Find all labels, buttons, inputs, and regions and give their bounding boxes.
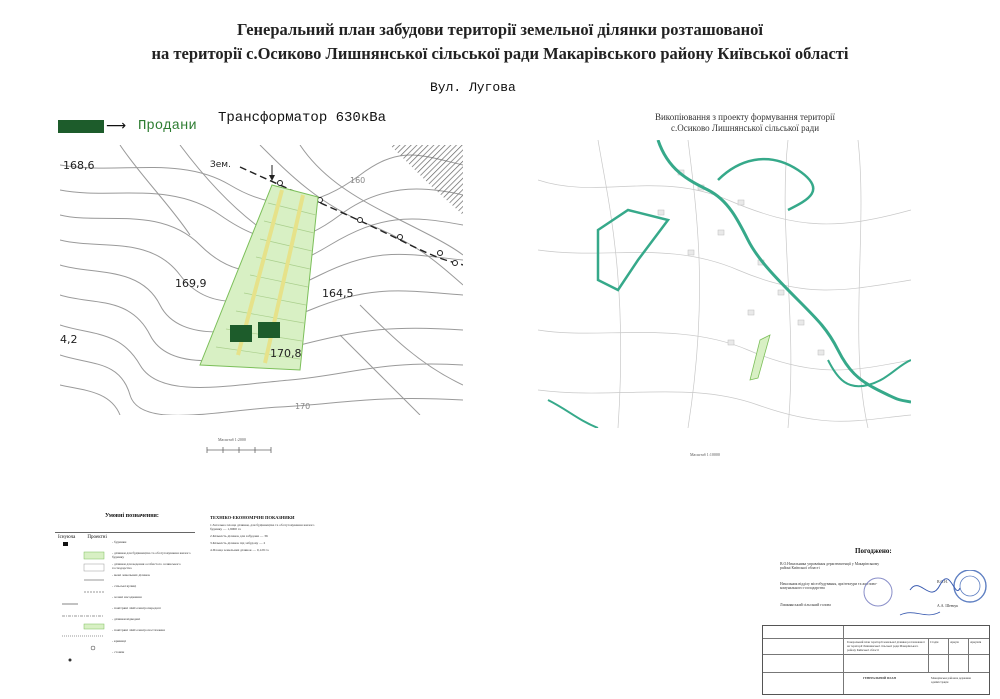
page-title-line-2: на території с.Осиково Лишнянської сільської ради Макарівського району Київської області xyxy=(151,44,849,63)
signature-name: А.А. Шевчук xyxy=(937,604,959,608)
village-plan-map[interactable] xyxy=(538,140,911,428)
legend-item: - криниці xyxy=(112,639,126,643)
drawing-title-block xyxy=(762,625,990,695)
technical-indicator-row: 1.Загальна площа ділянки, для будівництва та обслуговування жилого будинку — 1,9000 га xyxy=(210,523,315,531)
legend-item: - межі земельних ділянок xyxy=(112,573,150,577)
technical-indicator-row: 4.Площа земельних ділянок — 0,129 га xyxy=(210,548,269,552)
left-map-scale: Масштаб 1:2000 xyxy=(218,437,246,442)
arrow-right-icon: ⟶ xyxy=(106,118,127,134)
left-map-scalebar xyxy=(205,446,275,454)
technical-indicators xyxy=(210,515,325,552)
approval-line: В.О.Начальника управління держземагенції у Макарівському районі Київської області xyxy=(780,562,880,570)
legend-item: - сільські вулиці xyxy=(112,584,137,588)
technical-indicator-row: 2.Кількість ділянок для забудови — 36 xyxy=(210,534,268,538)
contour-label: 170 xyxy=(295,402,311,411)
technical-indicator-row: 3.Кількість ділянок під забудову — 2 xyxy=(210,541,266,545)
title-block-org: Макарівська районна державна адміністрація xyxy=(931,676,972,684)
legend-item: - ділянки для будівництва та обслуговування жилого будинку xyxy=(112,551,191,559)
elevation-label: 168,6 xyxy=(63,159,95,172)
legend-title: Умовні позначення: xyxy=(105,513,159,519)
right-map-caption-line-2: с.Осиково Лишнянської сільської ради xyxy=(670,123,820,133)
title-block-doc: ГЕНЕРАЛЬНИЙ ПЛАН xyxy=(863,676,896,680)
topographic-map-canvas xyxy=(60,145,463,415)
legend-item: - зелені насадження xyxy=(112,595,142,599)
title-block-sheet: Аркуш xyxy=(950,640,959,644)
title-block-sheets: Аркушів xyxy=(970,640,982,644)
legend-item: - ділянки відведені xyxy=(112,617,141,621)
sold-legend-swatch xyxy=(58,120,104,133)
place-label: Зем. xyxy=(210,160,231,170)
legend-symbols xyxy=(58,540,108,670)
approval-line: Лишнянський сільський голова xyxy=(780,603,831,607)
village-plan-canvas xyxy=(538,140,911,428)
contour-label: 160 xyxy=(350,176,366,185)
sold-legend-label: Продани xyxy=(138,118,197,134)
elevation-label: 164,5 xyxy=(322,287,354,300)
approval-title: Погоджено: xyxy=(855,547,892,555)
topographic-map[interactable] xyxy=(60,145,463,415)
right-map-caption-line-1: Викопіювання з проекту формування території xyxy=(654,112,836,122)
elevation-label: 170,8 xyxy=(270,347,302,360)
transformer-label: Трансформатор 630кВа xyxy=(218,110,387,126)
legend-item: - будинки xyxy=(112,540,127,544)
signature-name: В.О.Н. xyxy=(937,580,948,584)
title-block-project: Генеральний план території земельної ділянки розташованої на території Лишнянської сільської ради Макарівського району Київської області xyxy=(847,640,925,652)
legend-divider xyxy=(55,532,195,533)
legend-item: - ділянки для ведення особистого селянського господарства xyxy=(112,562,181,570)
title-block-stage: Стадія xyxy=(930,640,939,644)
legend-item: - стовпи xyxy=(112,650,125,654)
official-stamps xyxy=(840,570,990,625)
legend-items xyxy=(112,540,197,661)
legend-col-existing: Існуюча xyxy=(58,535,76,540)
legend-col-project: Проектні xyxy=(87,535,107,540)
page-title-line-1: Генеральний план забудови території земельної ділянки розташованої xyxy=(236,20,763,39)
street-label: Вул. Лугова xyxy=(430,80,516,95)
legend-item: - повітряні лінії електропостачання xyxy=(112,628,165,632)
approval-line: Начальник відділу містобудування, архітектури та житлово-комунального господарства xyxy=(780,582,878,590)
right-map-scale: Масштаб 1:10000 xyxy=(690,452,720,457)
elevation-label: 169,9 xyxy=(175,277,207,290)
technical-indicators-title: ТЕХНІКО-ЕКОНОМІЧНІ ПОКАЗНИКИ xyxy=(210,515,295,520)
elevation-label: 4,2 xyxy=(60,333,78,346)
legend-item: - повітряні лінії електропередачі xyxy=(112,606,161,610)
